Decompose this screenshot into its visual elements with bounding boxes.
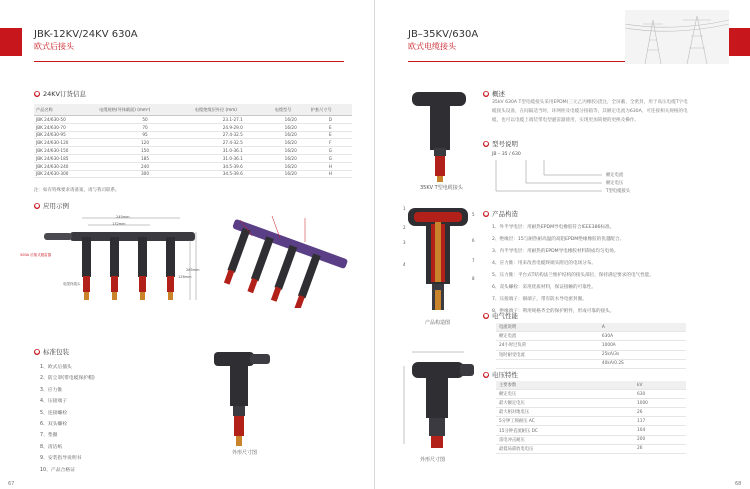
connector-product-drawing xyxy=(200,338,295,453)
table-cell: 电流说明 xyxy=(496,323,599,332)
table-cell: G xyxy=(309,147,352,155)
left-header-rule xyxy=(34,61,344,62)
table-cell: 185 xyxy=(97,154,193,162)
transmission-tower-image xyxy=(625,10,729,64)
table-cell: 117 xyxy=(634,417,686,426)
table-cell: 最低局部放电电压 xyxy=(496,444,634,453)
table-header-cell: 电缆规格(导体截面) (mm²) xyxy=(97,104,193,116)
table-cell: 26 xyxy=(634,444,686,453)
table-cell: 200 xyxy=(634,435,686,444)
dimension-label: 128mm xyxy=(178,275,192,279)
table-note: 注：如有特殊要求请备案，请与我司联系。 xyxy=(34,188,120,193)
table-cell: JBK 24/630-50 xyxy=(34,116,97,124)
electrical-section-heading xyxy=(483,311,518,320)
list-item: 7、压接端子：铜端子，带有防水导电密封圈。 xyxy=(492,297,587,302)
list-item: 10、产品合格证 xyxy=(40,467,75,473)
electrical-section-title: 电气性能 xyxy=(492,312,518,320)
right-page-title: JB–35KV/630A xyxy=(408,29,479,40)
overview-text: 35kV 630A T型电缆接头采用EPDM(三元乙丙橡胶)浇注，全屏蔽，全密封，用于高压电缆T字电缆接头设备，在间隔适当时，环网柜及电缆分接箱等，其额定电流为630A，可连接相关规格的电缆，也可以电缆上端装带电型避雷器使用，实现更加简便的更换及操作。 xyxy=(492,100,688,123)
table-cell: 25kA/3s xyxy=(599,350,686,359)
table-cell: 27.4-32.5 xyxy=(193,139,273,147)
table-row xyxy=(496,341,686,350)
table-cell: F xyxy=(309,139,352,147)
dimension-label: 132mm xyxy=(112,222,126,226)
callout-number: 2 xyxy=(403,225,406,230)
list-item: 5、压力锥：平台式T结构法兰维护结构的接头部位，保持满足要求的电气性能。 xyxy=(492,273,654,278)
packing-section-title: 标准包装 xyxy=(43,348,69,356)
table-cell: H xyxy=(309,162,352,170)
table-cell: 26 xyxy=(634,408,686,417)
table-row xyxy=(496,332,686,341)
table-row xyxy=(496,359,686,368)
right-bottom-caption: 外形尺寸图 xyxy=(420,457,446,463)
table-cell: 16/20 xyxy=(273,162,309,170)
model-section-heading xyxy=(483,139,518,148)
list-item: 3、应力锥 xyxy=(40,387,63,393)
application-section-heading xyxy=(34,201,69,210)
table-row xyxy=(34,162,352,170)
table-cell: JBK 24/630-240 xyxy=(34,162,97,170)
right-page-number: 68 xyxy=(735,481,742,487)
table-header-row xyxy=(34,104,352,116)
section-bullet-icon: ● xyxy=(483,141,489,147)
voltage-section-heading xyxy=(483,370,518,379)
table-cell: 16/20 xyxy=(273,147,309,155)
t-connector-product-image xyxy=(408,88,470,183)
voltage-section-title: 电压特性 xyxy=(492,371,518,379)
table-cell: 300 xyxy=(97,170,193,178)
application-section-title: 应用示例 xyxy=(43,202,69,210)
table-cell: 1000 xyxy=(634,399,686,408)
order-section-title: 24KV订货信息 xyxy=(43,90,86,98)
dimension-drawing-right xyxy=(398,336,478,454)
list-item: 8、清洁纸 xyxy=(40,444,63,450)
table-row xyxy=(34,123,352,131)
table-row xyxy=(496,444,686,453)
left-header xyxy=(34,29,138,52)
table-cell xyxy=(496,359,599,368)
model-leader-lines xyxy=(492,158,612,198)
table-row xyxy=(34,147,352,155)
table-cell: E xyxy=(309,131,352,139)
table-cell: 16/20 xyxy=(273,116,309,124)
section-bullet-icon: ● xyxy=(34,91,40,97)
table-cell: 16/20 xyxy=(273,131,309,139)
table-row xyxy=(496,408,686,417)
section-bullet-icon: ● xyxy=(483,372,489,378)
table-cell: 95 xyxy=(97,131,193,139)
table-row xyxy=(496,435,686,444)
table-row xyxy=(496,350,686,359)
table-cell: 240 xyxy=(97,162,193,170)
table-cell: G xyxy=(309,154,352,162)
table-header-cell: 护套尺寸号 xyxy=(309,104,352,116)
table-header-cell: 产品名称 xyxy=(34,104,97,116)
terminal-label: 电缆终端头 xyxy=(63,282,81,286)
table-cell: 120 xyxy=(97,139,193,147)
section-bullet-icon: ● xyxy=(34,203,40,209)
left-bottom-caption: 外形尺寸图 xyxy=(232,450,258,456)
callout-number: 6 xyxy=(472,238,475,243)
table-cell: 5分钟工频耐压 AC xyxy=(496,417,634,426)
table-cell: 27.4-32.5 xyxy=(193,131,273,139)
model-label: 额定电压 xyxy=(606,181,624,186)
table-cell: 630 xyxy=(634,390,686,399)
section-bullet-icon: ● xyxy=(483,91,489,97)
left-page-subtitle: 欧式后接头 xyxy=(34,42,74,51)
table-cell: A xyxy=(599,323,686,332)
table-cell: 16/20 xyxy=(273,154,309,162)
table-row xyxy=(34,154,352,162)
callout-number: 8 xyxy=(472,276,475,281)
table-cell: JBK 24/630-95 xyxy=(34,131,97,139)
callout-number: 7 xyxy=(472,258,475,263)
structure-cutaway-drawing xyxy=(398,202,478,317)
list-item: 4、压接端子 xyxy=(40,399,68,405)
table-row xyxy=(496,417,686,426)
table-header-row xyxy=(496,381,686,390)
list-item: 1、欧式后插头 xyxy=(40,365,72,370)
table-cell: 34.5-39.6 xyxy=(193,162,273,170)
right-page-subtitle: 欧式电缆接头 xyxy=(408,42,456,51)
table-cell: 40kA/0.2S xyxy=(599,359,686,368)
table-row xyxy=(496,390,686,399)
overview-section-title: 概述 xyxy=(492,90,505,98)
table-row xyxy=(34,139,352,147)
callout-number: 1 xyxy=(403,206,406,211)
list-item: 2、防尘罩(带电缆保护帽) xyxy=(40,376,95,382)
electrical-table xyxy=(496,323,686,369)
table-cell: 24小时过负荷 xyxy=(496,341,599,350)
section-bullet-icon: ● xyxy=(483,211,489,217)
dimension-label: 245mm xyxy=(116,215,130,219)
table-cell: JBK 24/630-70 xyxy=(34,123,97,131)
list-item: 1、外半导电层：用耐热EPDM导电橡胶符合IEEE386标准。 xyxy=(492,225,615,230)
packing-section-heading xyxy=(34,347,69,356)
table-cell: 104 xyxy=(634,426,686,435)
table-cell: 630A xyxy=(599,332,686,341)
table-row xyxy=(34,131,352,139)
list-item: 6、双头螺栓：采用优质材料，保证接触的可靠性。 xyxy=(492,285,596,290)
table-cell: 34.5-39.6 xyxy=(193,170,273,178)
structure-section-title: 产品构造 xyxy=(492,210,518,218)
table-cell: D xyxy=(309,116,352,124)
table-cell: H xyxy=(309,170,352,178)
table-cell: 最大相对地电压 xyxy=(496,408,634,417)
table-cell: 16/20 xyxy=(273,123,309,131)
structure-section-heading xyxy=(483,209,518,218)
list-item: 6、双头螺栓 xyxy=(40,422,68,428)
table-cell: 31.0-36.1 xyxy=(193,154,273,162)
table-cell: 70 xyxy=(97,123,193,131)
callout-number: 5 xyxy=(472,212,475,217)
arrester-label: 500A 后插式避雷器 xyxy=(20,253,52,257)
order-section-heading xyxy=(34,89,86,98)
table-row xyxy=(34,170,352,178)
structure-caption: 产品构造图 xyxy=(425,320,451,326)
table-header-cell: 电缆绝缘层外径 (mm) xyxy=(193,104,273,116)
model-code: JB – 35 / 630 xyxy=(492,152,521,157)
table-cell: 31.0-36.1 xyxy=(193,147,273,155)
packing-list xyxy=(40,362,95,476)
table-cell: 16/20 xyxy=(273,139,309,147)
order-info-table xyxy=(34,104,352,178)
table-cell: 额定电压 xyxy=(496,390,634,399)
left-page-title: JBK-12KV/24KV 630A xyxy=(34,29,138,40)
left-page-number: 67 xyxy=(8,481,15,487)
voltage-table xyxy=(496,381,686,454)
table-cell: 50 xyxy=(97,116,193,124)
callout-number: 3 xyxy=(403,240,406,245)
table-cell: 150 xyxy=(97,147,193,155)
table-header-cell: 电缆型号 xyxy=(273,104,309,116)
table-cell: 24.9-29.0 xyxy=(193,123,273,131)
list-item: 8、绝缘端子：利用规格齐全的保护附件，形成可靠的接头。 xyxy=(492,309,615,314)
application-diagram-right xyxy=(210,208,360,308)
table-row xyxy=(496,399,686,408)
overview-section-heading xyxy=(483,89,505,98)
table-cell: 23.1-27.1 xyxy=(193,116,273,124)
section-bullet-icon: ● xyxy=(483,313,489,319)
table-cell: 15分钟直流耐压 DC xyxy=(496,426,634,435)
page-tab-right xyxy=(728,28,750,56)
table-cell: JBK 24/630-300 xyxy=(34,170,97,178)
dimension-label: 285mm xyxy=(186,268,200,272)
list-item: 4、应力锥：用来改善电缆终端头附近的电场分布。 xyxy=(492,261,596,266)
table-cell: 主要参数 xyxy=(496,381,634,390)
list-item: 5、连接螺栓 xyxy=(40,410,68,416)
model-section-title: 型号说明 xyxy=(492,140,518,148)
page-tab-left xyxy=(0,28,22,56)
right-header xyxy=(408,29,478,52)
table-cell: E xyxy=(309,123,352,131)
table-row xyxy=(496,426,686,435)
table-cell: 短时耐受电流 xyxy=(496,350,599,359)
table-cell: JBK 24/630-185 xyxy=(34,154,97,162)
structure-list xyxy=(492,222,692,318)
list-item: 7、垫圈 xyxy=(40,433,58,439)
table-header-row xyxy=(496,323,686,332)
table-cell: 雷电冲击耐压 xyxy=(496,435,634,444)
table-cell: 16/20 xyxy=(273,170,309,178)
table-cell: JBK 24/630-120 xyxy=(34,139,97,147)
table-cell: 额定电流 xyxy=(496,332,599,341)
callout-number: 4 xyxy=(403,262,406,267)
table-cell: 1000A xyxy=(599,341,686,350)
product-caption: 35KV T型电缆接头 xyxy=(420,185,463,191)
list-item: 2、绝缘层：15与耐热耐高温的高阻EPDM绝缘橡胶的优越配合。 xyxy=(492,237,625,242)
list-item: 3、内半导电层：用耐热的EPDM导电橡胶材料制成均匀电场。 xyxy=(492,249,619,254)
section-bullet-icon: ● xyxy=(34,349,40,355)
model-label: 额定电流 xyxy=(606,173,624,178)
model-label: T型电缆接头 xyxy=(606,189,631,194)
table-row xyxy=(34,116,352,124)
table-cell: JBK 24/630-150 xyxy=(34,147,97,155)
table-cell: 最大额定电压 xyxy=(496,399,634,408)
list-item: 9、安装指导说明书 xyxy=(40,456,82,462)
table-cell: kV xyxy=(634,381,686,390)
